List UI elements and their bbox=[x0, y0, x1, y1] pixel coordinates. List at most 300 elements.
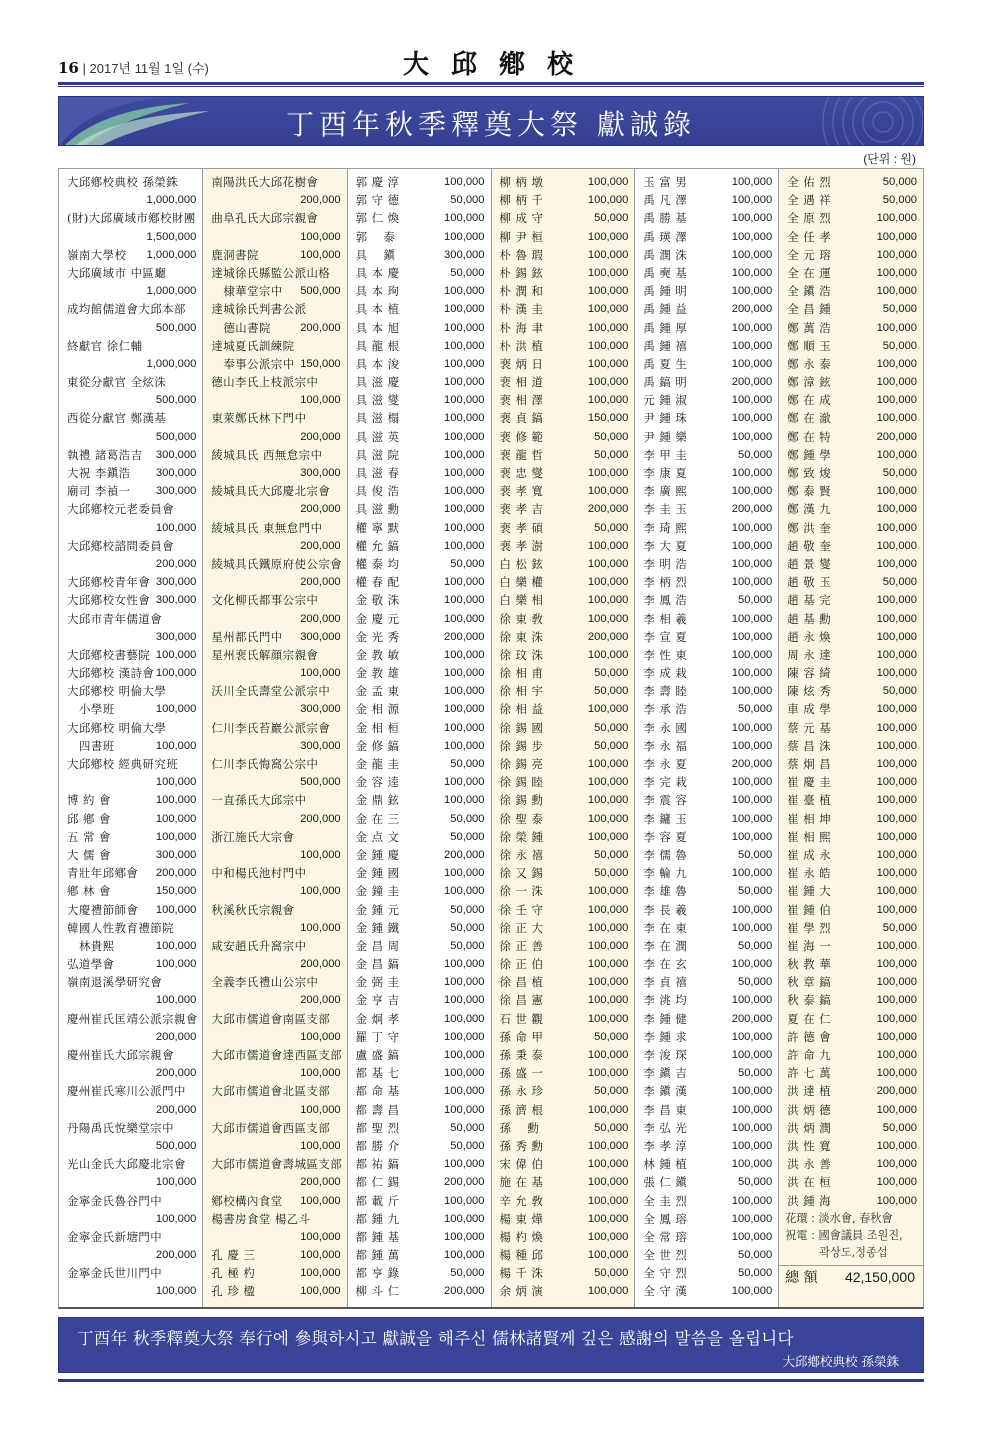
donor-row bbox=[348, 1192, 491, 1210]
donation-amount: 500,000 bbox=[300, 776, 341, 789]
donor-name: 徐 聖 泰 bbox=[499, 811, 544, 826]
donation-amount: 200,000 bbox=[300, 994, 341, 1007]
donation-amount: 200,000 bbox=[300, 576, 341, 589]
donor-name: 全 守 漢 bbox=[643, 1284, 688, 1299]
donation-amount: 100,000 bbox=[876, 667, 918, 680]
donor-name: 裵 相 澤 bbox=[499, 393, 544, 408]
donor-row bbox=[348, 191, 491, 209]
donor-name: 金 教 敏 bbox=[355, 647, 400, 662]
donation-amount: 100,000 bbox=[587, 357, 629, 370]
donor-name: 金寧金氏魯谷門中 bbox=[67, 1193, 163, 1208]
donation-amount: 50,000 bbox=[882, 576, 918, 589]
donor-row bbox=[59, 1264, 202, 1282]
donor-name: 金寧金氏世川門中 bbox=[67, 1266, 163, 1281]
donor-row bbox=[348, 755, 491, 773]
donor-row bbox=[635, 519, 778, 537]
donor-row bbox=[492, 610, 635, 628]
donation-amount: 100,000 bbox=[731, 1230, 773, 1243]
donor-row bbox=[203, 337, 346, 355]
donation-amount: 100,000 bbox=[444, 612, 485, 625]
donor-name: 尹 鍾 樂 bbox=[643, 429, 688, 444]
donor-name: 李 完 栽 bbox=[643, 775, 688, 790]
donor-row bbox=[779, 846, 923, 864]
donor-name: 邱 鄕 會 bbox=[67, 811, 111, 826]
flowers-note: 花環 : 淡水會, 春秋會 bbox=[785, 1211, 893, 1225]
donation-amount: 200,000 bbox=[731, 1012, 773, 1025]
donor-row bbox=[203, 664, 346, 682]
donation-amount: 100,000 bbox=[155, 939, 197, 952]
donor-row bbox=[59, 409, 202, 427]
donor-name: 全 元 瑢 bbox=[787, 247, 832, 262]
donation-amount: 100,000 bbox=[444, 739, 485, 752]
donation-amount: 100,000 bbox=[300, 1103, 341, 1116]
donor-name: 金 教 雄 bbox=[355, 666, 400, 681]
donor-name: 李 成 栽 bbox=[643, 666, 688, 681]
donation-amount: 100,000 bbox=[300, 667, 341, 680]
donor-row bbox=[348, 919, 491, 937]
donor-row bbox=[779, 300, 923, 318]
donor-row bbox=[59, 209, 202, 227]
donor-row bbox=[348, 1010, 491, 1028]
donor-name: 趙 景 燮 bbox=[787, 556, 832, 571]
donor-name: 李 貞 禧 bbox=[643, 975, 688, 990]
donation-amount: 100,000 bbox=[731, 685, 773, 698]
donor-row bbox=[635, 591, 778, 609]
page-info bbox=[58, 58, 209, 77]
donor-name: 金 敬 洙 bbox=[355, 593, 400, 608]
donation-amount: 300,000 bbox=[155, 630, 197, 643]
donor-name: 禹 潤 洙 bbox=[643, 247, 688, 262]
donation-amount: 100,000 bbox=[155, 1212, 197, 1225]
donor-name: 羅 丁 守 bbox=[355, 1029, 400, 1044]
donation-amount: 200,000 bbox=[300, 194, 341, 207]
donation-amount: 100,000 bbox=[444, 885, 485, 898]
donor-name: 金 孟 東 bbox=[355, 684, 400, 699]
donor-name: 秋 章 鎬 bbox=[787, 975, 832, 990]
donor-name: 金 龍 圭 bbox=[355, 757, 400, 771]
donor-row bbox=[779, 700, 923, 718]
donor-row bbox=[492, 737, 635, 755]
donation-amount: 100,000 bbox=[731, 521, 773, 534]
donor-name: 裵 孝 碩 bbox=[499, 520, 544, 535]
donor-name: 徐 又 錫 bbox=[499, 866, 544, 881]
donor-row bbox=[779, 610, 923, 628]
donation-amount: 100,000 bbox=[731, 903, 773, 916]
donation-amount: 200,000 bbox=[587, 630, 629, 643]
donor-row bbox=[203, 773, 346, 791]
donor-name: 李 震 容 bbox=[643, 793, 688, 808]
donor-row bbox=[779, 482, 923, 500]
donation-amount: 100,000 bbox=[444, 1103, 485, 1116]
donation-amount: 50,000 bbox=[594, 1121, 629, 1134]
donor-name: 許 命 九 bbox=[787, 1048, 832, 1062]
donor-row bbox=[492, 555, 635, 573]
donor-row bbox=[203, 937, 346, 955]
donor-name: 五 常 會 bbox=[67, 829, 111, 844]
donor-column-4 bbox=[492, 169, 636, 1307]
donor-name: 李 相 羲 bbox=[643, 611, 688, 626]
donation-amount: 200,000 bbox=[155, 1103, 197, 1116]
donor-name: 崔 永 皓 bbox=[787, 866, 832, 881]
donor-name: 趙 敬 奎 bbox=[787, 538, 832, 553]
donor-name: 大邱市青年儒道會 bbox=[67, 611, 163, 626]
donor-row bbox=[635, 828, 778, 846]
donor-row bbox=[779, 773, 923, 791]
donor-name: 余 炳 演 bbox=[499, 1284, 544, 1299]
donor-row bbox=[348, 482, 491, 500]
donor-name: 李 柄 烈 bbox=[643, 575, 688, 590]
donation-amount: 100,000 bbox=[731, 230, 773, 243]
donor-row bbox=[203, 1046, 346, 1064]
donor-row bbox=[779, 828, 923, 846]
donation-amount: 100,000 bbox=[731, 630, 773, 643]
donor-name: 具 鎭 bbox=[355, 247, 396, 262]
donor-row bbox=[635, 482, 778, 500]
donation-amount: 100,000 bbox=[731, 1158, 773, 1171]
donor-row bbox=[348, 628, 491, 646]
donor-row bbox=[779, 682, 923, 700]
donor-name: 崔 海 一 bbox=[787, 938, 832, 953]
donation-amount: 100,000 bbox=[876, 1067, 918, 1080]
donor-row bbox=[203, 1228, 346, 1246]
donor-row bbox=[59, 246, 202, 264]
donor-name: 柳 斗 仁 bbox=[355, 1284, 400, 1299]
donor-name: 李 在 潤 bbox=[643, 938, 688, 953]
donor-name: 都 鍾 萬 bbox=[355, 1248, 400, 1263]
donor-row bbox=[492, 864, 635, 882]
donor-row bbox=[59, 391, 202, 409]
donor-name: 李 鳳 浩 bbox=[643, 593, 688, 608]
donor-row bbox=[779, 755, 923, 773]
donation-amount: 100,000 bbox=[587, 376, 629, 389]
donor-row bbox=[348, 1210, 491, 1228]
donation-amount: 200,000 bbox=[444, 630, 485, 643]
donation-amount: 100,000 bbox=[587, 958, 629, 971]
donor-name: 都 基 七 bbox=[355, 1066, 400, 1081]
donor-row bbox=[59, 428, 202, 446]
donation-amount: 100,000 bbox=[300, 885, 341, 898]
donation-amount: 100,000 bbox=[587, 1158, 629, 1171]
donor-row bbox=[203, 500, 346, 518]
donor-name: 鄭 漳 鉉 bbox=[787, 375, 832, 390]
donation-amount: 100,000 bbox=[587, 394, 629, 407]
donor-name: 鄭 致 焌 bbox=[787, 466, 832, 480]
banner-title: 丁酉年秋季釋奠大祭 獻誠錄 bbox=[286, 108, 696, 141]
donor-row bbox=[348, 1119, 491, 1137]
donor-row bbox=[492, 646, 635, 664]
donation-amount: 100,000 bbox=[876, 994, 918, 1007]
donation-amount: 100,000 bbox=[587, 1285, 629, 1298]
donor-name: 裵 孝 寬 bbox=[499, 484, 544, 499]
donor-row bbox=[203, 737, 346, 755]
donor-row bbox=[635, 864, 778, 882]
donation-amount: 100,000 bbox=[731, 412, 773, 425]
donor-name: 小學班 bbox=[79, 702, 115, 717]
donor-row bbox=[59, 664, 202, 682]
donation-amount: 300,000 bbox=[155, 594, 197, 607]
donation-amount: 50,000 bbox=[450, 266, 485, 279]
donor-row bbox=[59, 337, 202, 355]
donation-amount: 100,000 bbox=[444, 721, 485, 734]
donation-amount: 100,000 bbox=[876, 885, 918, 898]
donor-name: 大邱鄕校女性會 bbox=[67, 593, 151, 608]
donor-row bbox=[203, 901, 346, 919]
donor-row bbox=[59, 682, 202, 700]
donor-name: 鄭 鍾 學 bbox=[787, 447, 832, 462]
donor-row bbox=[348, 737, 491, 755]
donor-row bbox=[779, 1119, 923, 1137]
donation-amount: 100,000 bbox=[587, 1230, 629, 1243]
page-divider: | bbox=[82, 61, 90, 76]
donor-list bbox=[58, 168, 924, 1309]
donation-amount: 100,000 bbox=[731, 176, 773, 188]
donor-name: 棣華堂宗中 bbox=[223, 284, 283, 299]
donor-row bbox=[203, 1282, 346, 1300]
donor-name: 李 輪 九 bbox=[643, 866, 688, 881]
donation-amount: 100,000 bbox=[444, 794, 485, 807]
donation-amount: 100,000 bbox=[587, 794, 629, 807]
donor-name: 洪 炳 潤 bbox=[787, 1120, 832, 1135]
donation-amount: 200,000 bbox=[300, 539, 341, 552]
donor-name: 李 容 夏 bbox=[643, 829, 688, 844]
donation-amount: 100,000 bbox=[444, 1085, 485, 1098]
donor-name: 具 滋 榻 bbox=[355, 411, 400, 426]
donor-name: 朴 海 聿 bbox=[499, 320, 544, 335]
donation-amount: 50,000 bbox=[737, 448, 773, 461]
donor-row bbox=[492, 1064, 635, 1082]
donor-row bbox=[492, 319, 635, 337]
donor-name: 郭 仁 煥 bbox=[355, 211, 400, 226]
donation-amount: 100,000 bbox=[444, 976, 485, 989]
donation-amount: 100,000 bbox=[876, 958, 918, 971]
donor-name: 徐 錫 國 bbox=[499, 720, 544, 735]
donor-row bbox=[203, 1028, 346, 1046]
donor-row bbox=[779, 409, 923, 427]
donation-amount: 100,000 bbox=[731, 612, 773, 625]
donor-row bbox=[779, 464, 923, 482]
donor-row bbox=[348, 355, 491, 373]
donor-name: 具 本 慶 bbox=[355, 265, 400, 280]
donor-row bbox=[59, 1046, 202, 1064]
donor-name: 崔 臺 植 bbox=[787, 793, 832, 808]
donation-amount: 100,000 bbox=[587, 339, 629, 352]
donation-amount: 50,000 bbox=[594, 430, 629, 443]
donor-row bbox=[348, 791, 491, 809]
donation-amount: 100,000 bbox=[444, 648, 485, 661]
donor-name: 金 相 桓 bbox=[355, 720, 400, 735]
donor-name: 趙 基 勳 bbox=[787, 611, 832, 626]
donor-name: 林 鍾 植 bbox=[643, 1157, 688, 1172]
donation-amount: 100,000 bbox=[876, 594, 918, 607]
donation-amount: 100,000 bbox=[587, 903, 629, 916]
donation-amount: 100,000 bbox=[587, 485, 629, 498]
donation-amount: 100,000 bbox=[444, 1012, 485, 1025]
donation-amount: 50,000 bbox=[450, 921, 485, 934]
donor-name: 禹 鍾 明 bbox=[643, 284, 688, 299]
donor-row bbox=[203, 973, 346, 991]
donation-amount: 100,000 bbox=[731, 867, 773, 880]
donation-amount: 50,000 bbox=[594, 521, 629, 534]
donation-amount: 100,000 bbox=[731, 794, 773, 807]
donation-amount: 50,000 bbox=[737, 848, 773, 861]
donor-name: 一直孫氏大邱宗中 bbox=[211, 793, 307, 808]
donation-amount: 50,000 bbox=[737, 1267, 773, 1280]
donor-name: 李 承 浩 bbox=[643, 702, 688, 717]
total-amount: 42,150,000 bbox=[844, 1269, 916, 1286]
donor-row bbox=[59, 373, 202, 391]
donor-row bbox=[348, 300, 491, 318]
donor-name: 秋 泰 鎬 bbox=[787, 993, 832, 1008]
donor-row bbox=[348, 591, 491, 609]
donor-row bbox=[59, 1137, 202, 1155]
donor-row bbox=[348, 228, 491, 246]
donor-name: 趙 敬 玉 bbox=[787, 575, 832, 590]
donor-row bbox=[59, 1082, 202, 1100]
donor-name: 洪 性 寬 bbox=[787, 1138, 832, 1153]
donor-name: 徐 相 益 bbox=[499, 702, 544, 717]
donor-name: 德山書院 bbox=[223, 320, 271, 335]
donor-name: 仁川李氏悔窩公宗中 bbox=[211, 757, 319, 771]
donation-amount: 50,000 bbox=[450, 939, 485, 952]
donor-name: 金 光 秀 bbox=[355, 629, 400, 644]
donor-row bbox=[59, 846, 202, 864]
donor-name: 玉 富 男 bbox=[643, 175, 688, 189]
donor-row bbox=[59, 1210, 202, 1228]
donor-row bbox=[779, 282, 923, 300]
donor-row bbox=[348, 664, 491, 682]
donation-amount: 100,000 bbox=[444, 703, 485, 716]
donation-amount: 200,000 bbox=[155, 1030, 197, 1043]
donor-name: 徐 昌 植 bbox=[499, 975, 544, 990]
donor-name: 全 鎭 浩 bbox=[787, 284, 832, 299]
donor-row bbox=[779, 901, 923, 919]
donor-name: 嶺南退溪學研究會 bbox=[67, 975, 163, 990]
donor-row bbox=[203, 355, 346, 373]
donor-row bbox=[779, 882, 923, 900]
donation-amount: 50,000 bbox=[594, 867, 629, 880]
donation-amount: 100,000 bbox=[876, 903, 918, 916]
donor-row bbox=[203, 573, 346, 591]
donor-name: 咸安趙氏升窩宗中 bbox=[211, 938, 307, 953]
donor-name: 都 命 基 bbox=[355, 1084, 400, 1099]
donor-row bbox=[635, 773, 778, 791]
donor-name: 李 性 東 bbox=[643, 647, 688, 662]
donor-row bbox=[492, 191, 635, 209]
donor-name: 權 寧 默 bbox=[355, 520, 400, 535]
donor-row bbox=[59, 810, 202, 828]
donor-row bbox=[635, 991, 778, 1009]
donation-amount: 100,000 bbox=[444, 321, 485, 334]
donation-amount: 50,000 bbox=[594, 848, 629, 861]
donor-name: 綾城具氏鐵原府使公宗會 bbox=[211, 556, 343, 571]
donor-row bbox=[635, 1064, 778, 1082]
donor-name: 裵 修 範 bbox=[499, 429, 544, 444]
donor-name: 李 昌 東 bbox=[643, 1102, 688, 1117]
donor-name: 崔 慶 圭 bbox=[787, 775, 832, 790]
donation-amount: 50,000 bbox=[737, 939, 773, 952]
donation-amount: 100,000 bbox=[587, 176, 629, 188]
donation-amount: 100,000 bbox=[587, 230, 629, 243]
donor-name: 大邱鄕校書藝院 bbox=[67, 647, 151, 662]
donor-row bbox=[492, 1192, 635, 1210]
donor-name: 青壯年邱鄕會 bbox=[67, 866, 139, 881]
donation-amount: 100,000 bbox=[587, 921, 629, 934]
donor-name: 具 滋 勳 bbox=[355, 502, 400, 517]
donor-row bbox=[59, 901, 202, 919]
donor-row bbox=[203, 882, 346, 900]
donor-row bbox=[492, 264, 635, 282]
donation-amount: 100,000 bbox=[587, 1049, 629, 1061]
donor-row bbox=[59, 482, 202, 500]
donor-name: 大邱鄕校 明倫大學 bbox=[67, 720, 167, 735]
donation-amount: 100,000 bbox=[731, 1049, 773, 1061]
donor-name: 蔡 炯 昌 bbox=[787, 757, 832, 771]
donor-row bbox=[59, 555, 202, 573]
donor-name: 李 洮 均 bbox=[643, 993, 688, 1008]
donation-amount: 100,000 bbox=[731, 1103, 773, 1116]
donor-name: 中和楊氏池村門中 bbox=[211, 866, 307, 881]
donor-row bbox=[779, 810, 923, 828]
donor-row bbox=[59, 755, 202, 773]
donor-name: 蔡 元 基 bbox=[787, 720, 832, 735]
donor-row bbox=[59, 882, 202, 900]
donor-name: 南陽洪氏大邱花樹會 bbox=[211, 175, 319, 189]
donor-row bbox=[59, 282, 202, 300]
donor-row bbox=[492, 391, 635, 409]
page-number: 16 bbox=[58, 59, 79, 77]
donation-amount: 100,000 bbox=[876, 485, 918, 498]
donation-amount: 100,000 bbox=[587, 758, 629, 770]
donor-row bbox=[348, 1246, 491, 1264]
donation-amount: 50,000 bbox=[882, 685, 918, 698]
donation-amount: 50,000 bbox=[450, 812, 485, 825]
donor-row bbox=[779, 209, 923, 227]
donation-amount: 100,000 bbox=[876, 503, 918, 516]
donor-name: 具 滋 英 bbox=[355, 429, 400, 444]
donation-amount: 200,000 bbox=[300, 612, 341, 625]
donor-name: 奉事公派宗中 bbox=[223, 356, 295, 371]
donation-amount: 50,000 bbox=[882, 176, 918, 188]
donor-name: 徐 壬 守 bbox=[499, 902, 544, 917]
donation-amount: 100,000 bbox=[155, 812, 197, 825]
donation-amount: 100,000 bbox=[731, 1194, 773, 1207]
donation-amount: 100,000 bbox=[587, 303, 629, 316]
donor-name: 鄭 永 泰 bbox=[787, 356, 832, 371]
donor-row bbox=[635, 500, 778, 518]
donor-row bbox=[779, 500, 923, 518]
donor-row bbox=[779, 919, 923, 937]
donor-row bbox=[203, 537, 346, 555]
donor-row bbox=[348, 1137, 491, 1155]
donation-amount: 100,000 bbox=[731, 739, 773, 752]
donor-name: 李 廣 熙 bbox=[643, 484, 688, 499]
donation-amount: 100,000 bbox=[587, 1067, 629, 1080]
donor-row bbox=[59, 1010, 202, 1028]
donor-row bbox=[635, 700, 778, 718]
donation-amount: 100,000 bbox=[155, 521, 197, 534]
donor-row bbox=[635, 264, 778, 282]
donation-amount: 100,000 bbox=[731, 667, 773, 680]
donor-name: 崔 學 烈 bbox=[787, 920, 832, 935]
donation-amount: 100,000 bbox=[300, 1249, 341, 1262]
donation-amount: 100,000 bbox=[731, 1030, 773, 1043]
donor-name: 禹 鍾 益 bbox=[643, 302, 688, 317]
donor-row bbox=[59, 228, 202, 246]
donation-amount: 100,000 bbox=[876, 357, 918, 370]
donor-row bbox=[492, 955, 635, 973]
donor-row bbox=[635, 1101, 778, 1119]
donor-row bbox=[59, 1192, 202, 1210]
